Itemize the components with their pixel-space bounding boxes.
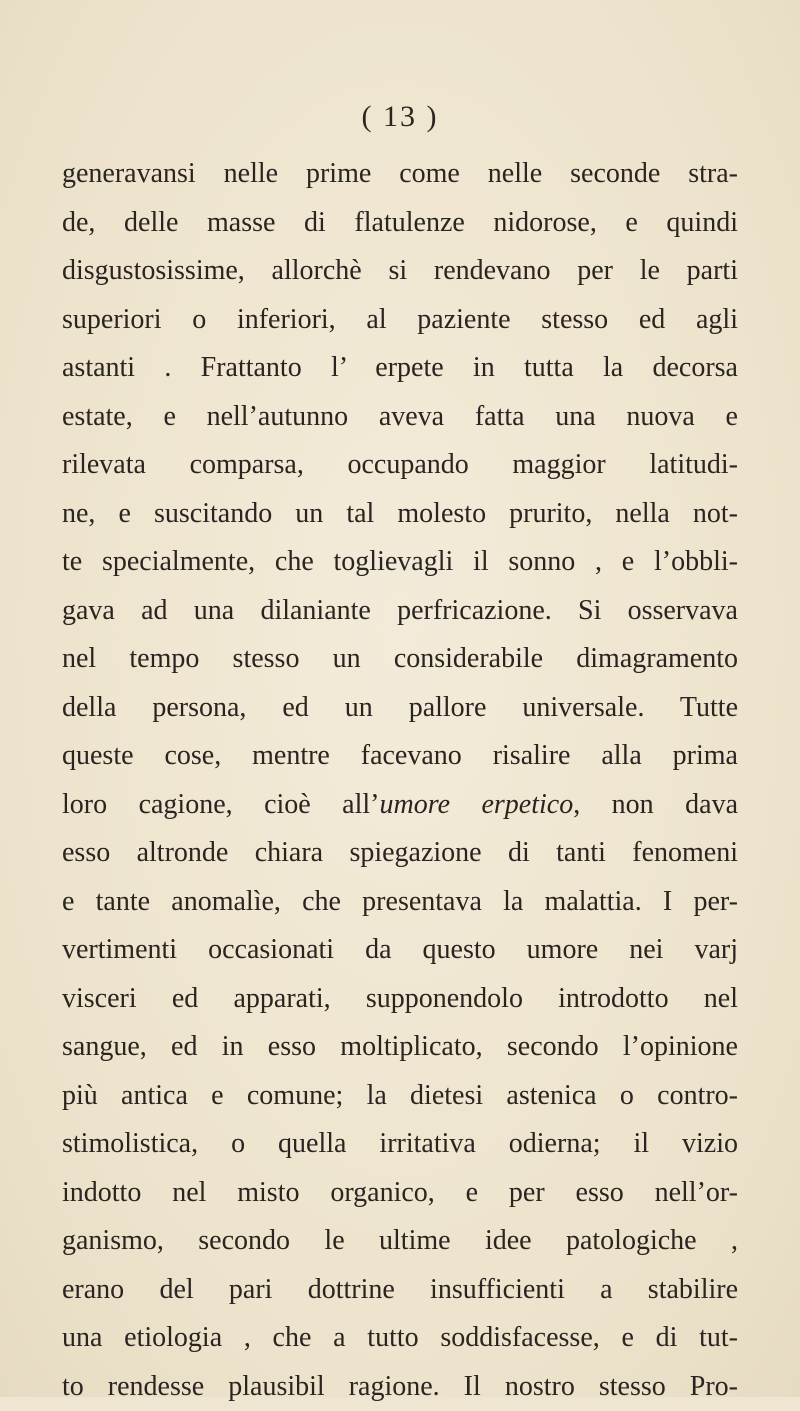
text-line: sangue, ed in esso moltiplicato, secondo l’opinione	[62, 1023, 738, 1072]
text-line: indotto nel misto organico, e per esso nell’or-	[62, 1169, 738, 1218]
text-line: e tante anomalìe, che presentava la malattia. I per-	[62, 878, 738, 927]
text-line: superiori o inferiori, al paziente stesso ed agli	[62, 296, 738, 345]
text-line: rilevata comparsa, occupando maggior latitudi-	[62, 441, 738, 490]
text-line: stimolistica, o quella irritativa odierna; il vizio	[62, 1120, 738, 1169]
italic-phrase: umore erpetico	[380, 789, 574, 820]
page-number: ( 13 )	[0, 100, 800, 134]
text-line: nel tempo stesso un considerabile dimagramento	[62, 635, 738, 684]
text-line: erano del pari dottrine insufficienti a stabilire	[62, 1266, 738, 1315]
text-segment: , non dava	[573, 789, 738, 820]
text-line: più antica e comune; la dietesi astenica o contro-	[62, 1072, 738, 1121]
text-line: ganismo, secondo le ultime idee patologiche ,	[62, 1217, 738, 1266]
text-line: una etiologia , che a tutto soddisfacesse, e di tut-	[62, 1314, 738, 1363]
text-line: ne, e suscitando un tal molesto prurito, nella not-	[62, 490, 738, 539]
text-line: to rendesse plausibil ragione. Il nostro stesso Pro-	[62, 1363, 738, 1411]
text-line: della persona, ed un pallore universale. Tutte	[62, 684, 738, 733]
text-line: generavansi nelle prime come nelle seconde stra-	[62, 150, 738, 199]
text-line: te specialmente, che toglievagli il sonno , e l’obbli-	[62, 538, 738, 587]
text-line-with-italic	[62, 781, 738, 830]
text-line: queste cose, mentre facevano risalire alla prima	[62, 732, 738, 781]
body-text	[62, 150, 738, 1411]
text-line: gava ad una dilaniante perfricazione. Si osservava	[62, 587, 738, 636]
text-segment: loro cagione, cioè all’	[62, 789, 380, 820]
text-line: de, delle masse di flatulenze nidorose, e quindi	[62, 199, 738, 248]
text-line: esso altronde chiara spiegazione di tanti fenomeni	[62, 829, 738, 878]
text-line: vertimenti occasionati da questo umore nei varj	[62, 926, 738, 975]
text-line: astanti . Frattanto l’ erpete in tutta la decorsa	[62, 344, 738, 393]
text-line: visceri ed apparati, supponendolo introdotto nel	[62, 975, 738, 1024]
text-line: disgustosissime, allorchè si rendevano per le parti	[62, 247, 738, 296]
text-line: estate, e nell’autunno aveva fatta una nuova e	[62, 393, 738, 442]
